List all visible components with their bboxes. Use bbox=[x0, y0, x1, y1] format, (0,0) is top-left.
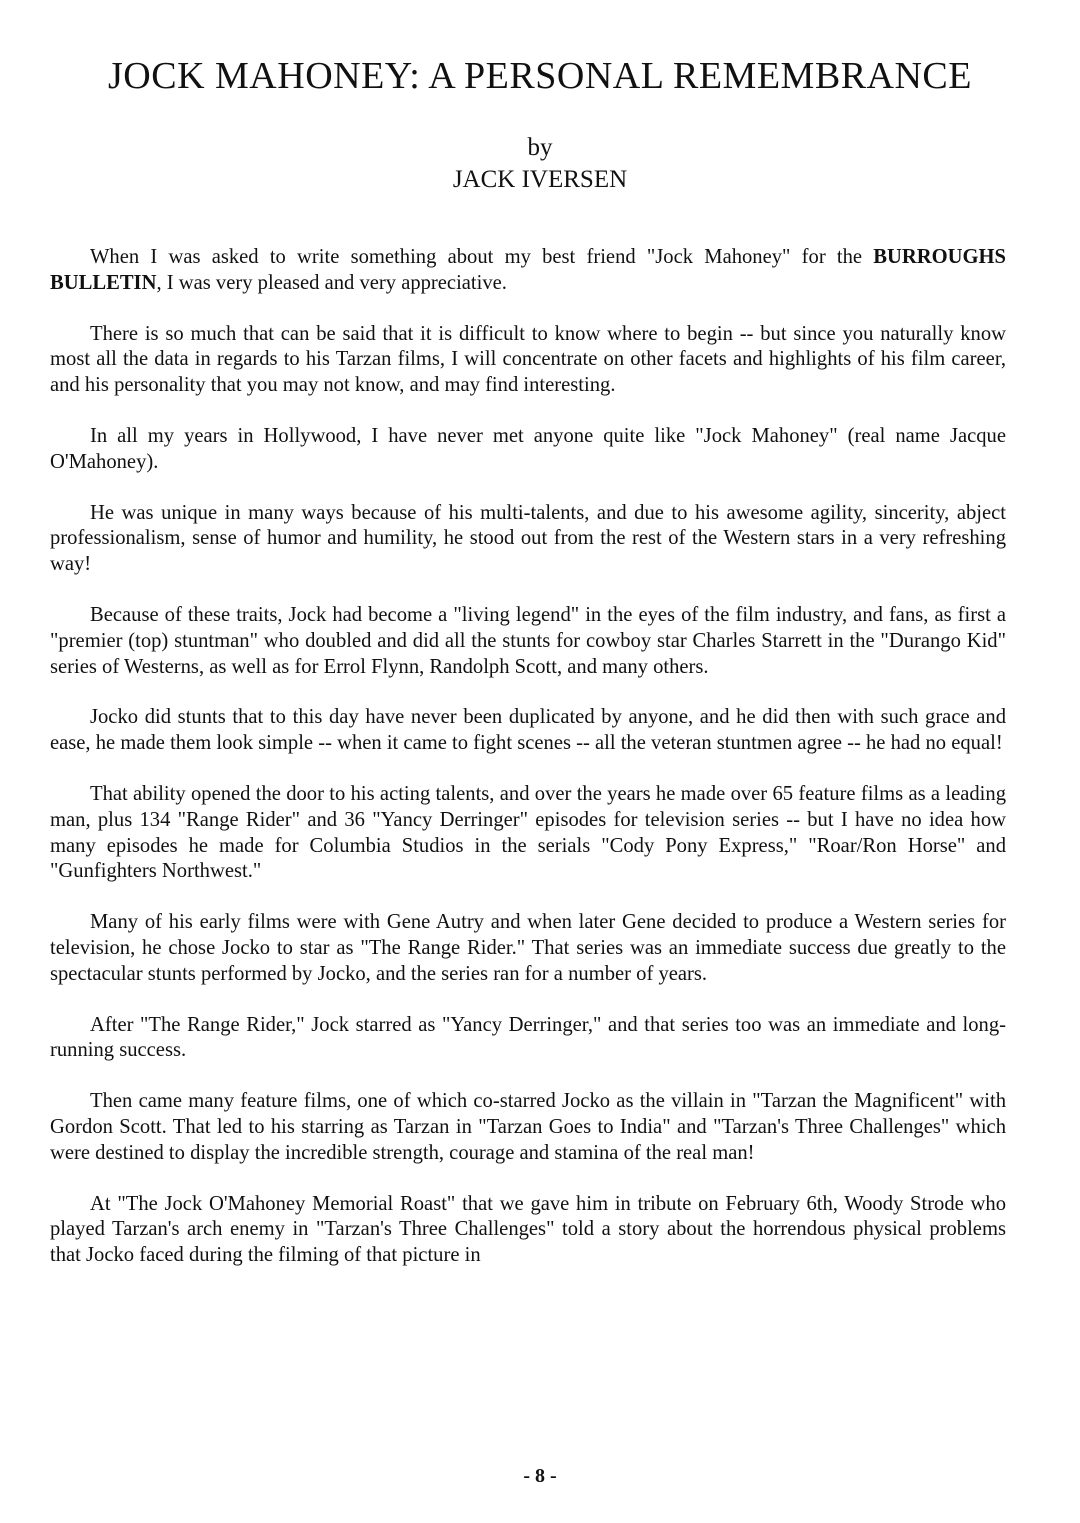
paragraph-1-start: When I was asked to write something about my best friend "Jock Mahoney" for the bbox=[90, 246, 874, 268]
paragraph-1-end: , I was very pleased and very appreciative. bbox=[156, 271, 507, 294]
paragraph-11: At "The Jock O'Mahoney Memorial Roast" that we gave him in tribute on February 6th, Woody Strode who played Tarzan's arch enemy in "Tarzan's Three Challenges" told a story about the horrendous physical problems that Jocko faced during the filming of that picture in bbox=[50, 1192, 1006, 1267]
paragraph-5: Because of these traits, Jock had become a "living legend" in the eyes of the film industry, and fans, as first a "premier (top) stuntman" who doubled and did all the stunts for cowboy star Charles Starrett in the "Durango Kid" series of Westerns, as well as for Errol Flynn, Randolph Scott, and many others. bbox=[50, 603, 1006, 678]
page-number: - 8 - bbox=[523, 1465, 557, 1487]
author-name: JACK IVERSEN bbox=[452, 166, 628, 193]
paragraph-6: Jocko did stunts that to this day have never been duplicated by anyone, and he did then with such grace and ease, he made them look simple -- when it came to fight scenes -- all the veteran stuntmen agree -- he had no equal! bbox=[50, 706, 1006, 755]
article-body bbox=[50, 245, 1006, 1269]
paragraph-9: After "The Range Rider," Jock starred as "Yancy Derringer," and that series too was an immediate and long-running success. bbox=[50, 1013, 1006, 1062]
paragraph-3: In all my years in Hollywood, I have never met anyone quite like "Jock Mahoney" (real name Jacque O'Mahoney). bbox=[50, 424, 1006, 473]
paragraph-7: That ability opened the door to his acting talents, and over the years he made over 65 feature films as a leading man, plus 134 "Range Rider" and 36 "Yancy Derringer" episodes for television series -- but I have no idea how many episodes he made for Columbia Studios in the serials "Cody Pony Express," "Roar/Ron Horse" and "Gunfighters Northwest." bbox=[50, 782, 1006, 883]
byline-by: by bbox=[527, 134, 553, 161]
paragraph-10: Then came many feature films, one of which co-starred Jocko as the villain in "Tarzan the Magnificent" with Gordon Scott. That led to his starring as Tarzan in "Tarzan Goes to India" and "Tarzan's Three Challenges" which were destined to display the incredible strength, courage and stamina of the real man! bbox=[50, 1090, 1006, 1164]
publication-name: BURROUGHS BULLETIN bbox=[50, 246, 1006, 294]
article-title: JOCK MAHONEY: A PERSONAL REMEMBRANCE bbox=[108, 55, 972, 97]
paragraph-8: Many of his early films were with Gene Autry and when later Gene decided to produce a Western series for television, he chose Jocko to star as "The Range Rider." That series was an immediate success due greatly to the spectacular stunts performed by Jocko, and the series ran for a number of years. bbox=[50, 911, 1006, 985]
paragraph-1 bbox=[50, 245, 1006, 297]
paragraph-2: There is so much that can be said that it is difficult to know where to begin -- but since you naturally know most all the data in regards to his Tarzan films, I will concentrate on other facets and highlights of his film career, and his personality that you may not know, and may find interesting. bbox=[50, 322, 1006, 397]
paragraph-4: He was unique in many ways because of his multi-talents, and due to his awesome agility, sincerity, abject professionalism, sense of humor and humility, he stood out from the rest of the Western stars in a very refreshing way! bbox=[50, 501, 1006, 576]
